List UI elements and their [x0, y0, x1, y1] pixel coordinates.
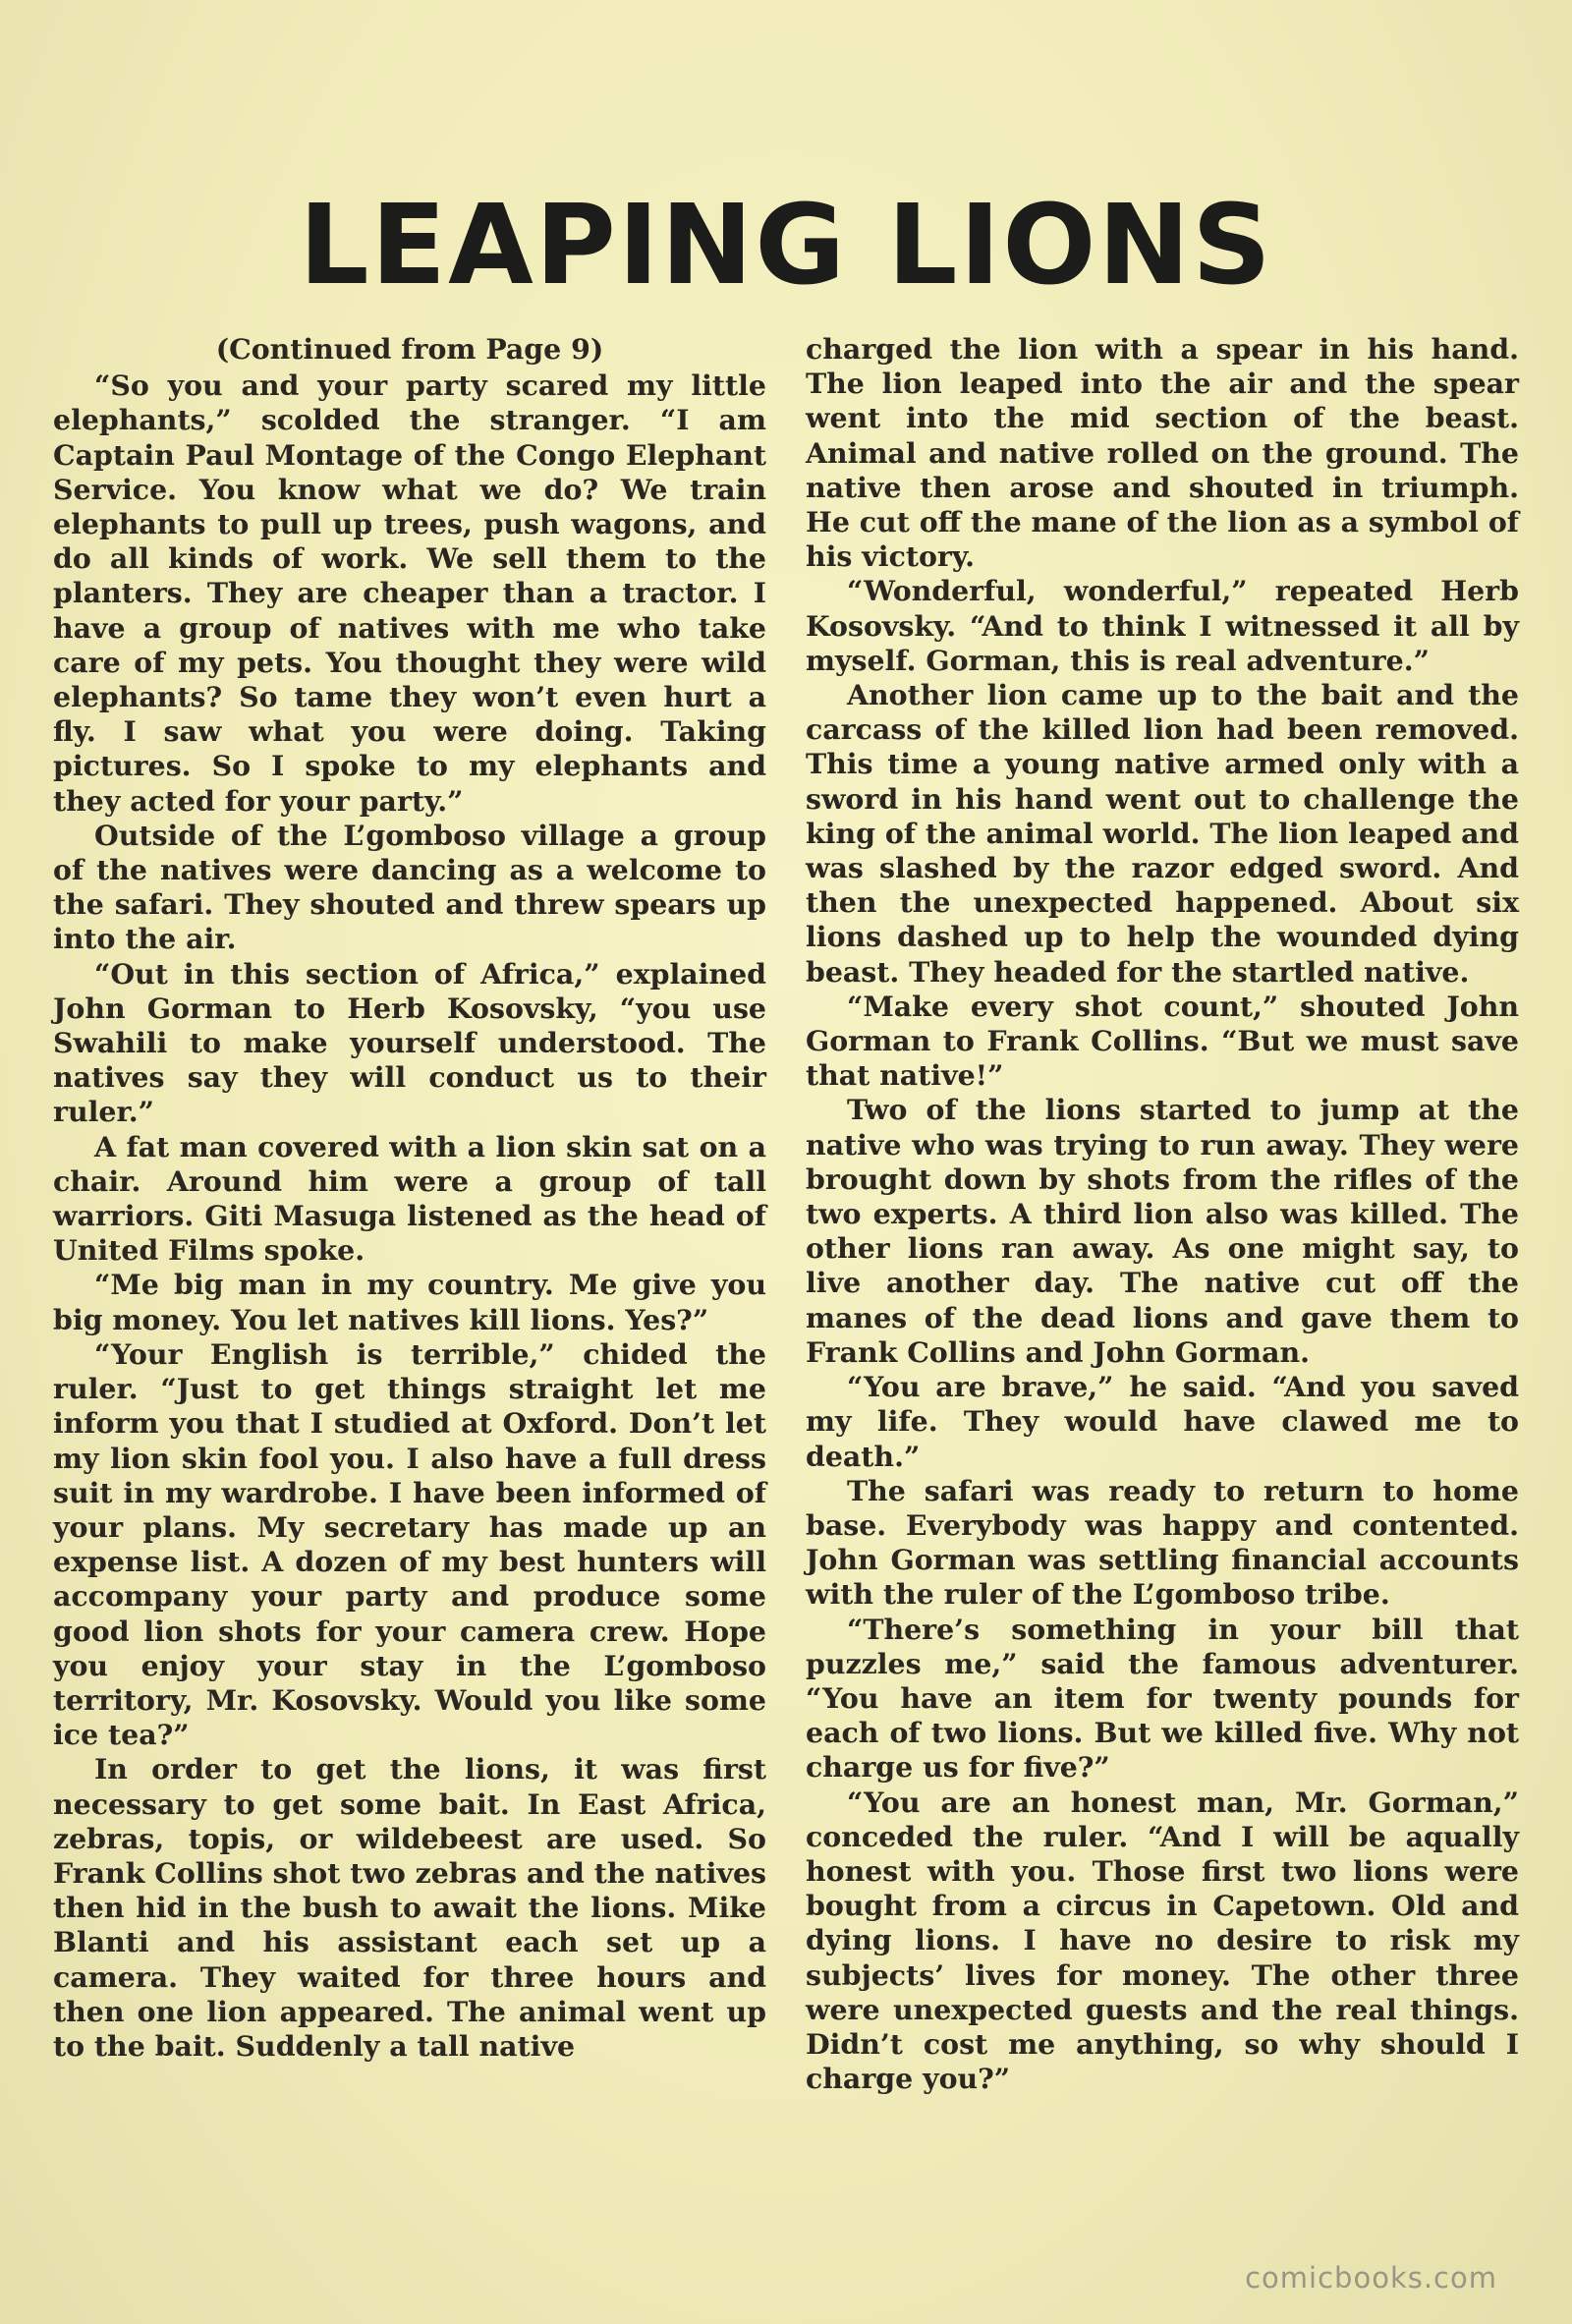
story-title: LEAPING LIONS — [299, 182, 1273, 310]
paragraph: “You are an honest man, Mr. Gorman,” conceded the ruler. “And I will be aqually honest with you. Those first two lions were bought from a circus in Capetown. Old and dying lions. I have no desire to risk my subjects’ lives for money. The other three were unexpected guests and the real things. Didn’t cost me anything, so why should I charge you?” — [806, 1785, 1519, 2096]
paragraph: “You are brave,” he said. “And you saved my life. They would have clawed me to death.” — [806, 1370, 1519, 1473]
paragraph: Another lion came up to the bait and the carcass of the killed lion had been removed. This time a young native armed only with a sword in his hand went out to challenge the king of the animal world. The lion leaped and was slashed by the razor edged sword. And then the unexpected happened. About six lions dashed up to help the wounded dying beast. They headed for the startled native. — [806, 678, 1519, 989]
paragraph: In order to get the lions, it was first necessary to get some bait. In East Africa, zebras, topis, or wildebeest are used. So Frank Collins shot two zebras and the natives then hid in the bush to await the lions. Mike Blanti and his assistant each set up a camera. They waited for three hours and then one lion appeared. The animal went up to the bait. Suddenly a tall native — [53, 1752, 766, 2063]
paragraph: “There’s something in your bill that puzzles me,” said the famous adventurer. “You have an item for twenty pounds for each of two lions. But we killed five. Why not charge us for five?” — [806, 1612, 1519, 1785]
paragraph: A fat man covered with a lion skin sat on a chair. Around him were a group of tall warriors. Giti Masuga listened as the head of United Films spoke. — [53, 1129, 766, 1268]
paragraph: charged the lion with a spear in his hand. The lion leaped into the air and the spear went into the mid section of the beast. Animal and native rolled on the ground. The native then arose and shouted in triumph. He cut off the mane of the lion as a symbol of his victory. — [806, 332, 1519, 574]
paragraph: “Wonderful, wonderful,” repeated Herb Kosovsky. “And to think I witnessed it all by myself. Gorman, this is real adventure.” — [806, 574, 1519, 677]
paragraph: Two of the lions started to jump at the native who was trying to run away. They were brought down by shots from the rifles of the two experts. A third lion also was killed. The other lions ran away. As one might say, to live another day. The native cut off the manes of the dead lions and gave them to Frank Collins and John Gorman. — [806, 1093, 1519, 1369]
continued-note: (Continued from Page 9) — [215, 332, 604, 366]
paragraph: “Out in this section of Africa,” explained John Gorman to Herb Kosovsky, “you use Swahili to make yourself understood. The natives say they will conduct us to their ruler.” — [53, 956, 766, 1129]
paragraph: “So you and your party scared my little elephants,” scolded the stranger. “I am Captain Paul Montage of the Congo Elephant Service. You know what we do? We train elephants to pull up trees, push wagons, and do all kinds of work. We sell them to the planters. They are cheaper than a tractor. I have a group of natives with me who take care of my pets. You thought they were wild elephants? So tame they won’t even hurt a fly. I saw what you were doing. Taking pictures. So I spoke to my elephants and they acted for your party.” — [53, 368, 766, 818]
paragraph: “Make every shot count,” shouted John Gorman to Frank Collins. “But we must save that native!” — [806, 989, 1519, 1093]
paragraph: Outside of the L’gomboso village a group of the natives were dancing as a welcome to the safari. They shouted and threw spears up into the air. — [53, 818, 766, 956]
right-column — [806, 332, 1519, 2096]
paragraph: “Your English is terrible,” chided the ruler. “Just to get things straight let me inform you that I studied at Oxford. Don’t let my lion skin fool you. I also have a full dress suit in my wardrobe. I have been informed of your plans. My secretary has made up an expense list. A dozen of my best hunters will accompany your party and produce some good lion shots for your camera crew. Hope you enjoy your stay in the L’gomboso territory, Mr. Kosovsky. Would you like some ice tea?” — [53, 1336, 766, 1752]
paragraph: The safari was ready to return to home base. Everybody was happy and contented. John Gorman was settling financial accounts with the ruler of the L’gomboso tribe. — [806, 1473, 1519, 1612]
paragraph: “Me big man in my country. Me give you big money. You let natives kill lions. Yes?” — [53, 1268, 766, 1336]
site-watermark: comicbooks.com — [1245, 2261, 1497, 2295]
left-column — [53, 332, 766, 2064]
